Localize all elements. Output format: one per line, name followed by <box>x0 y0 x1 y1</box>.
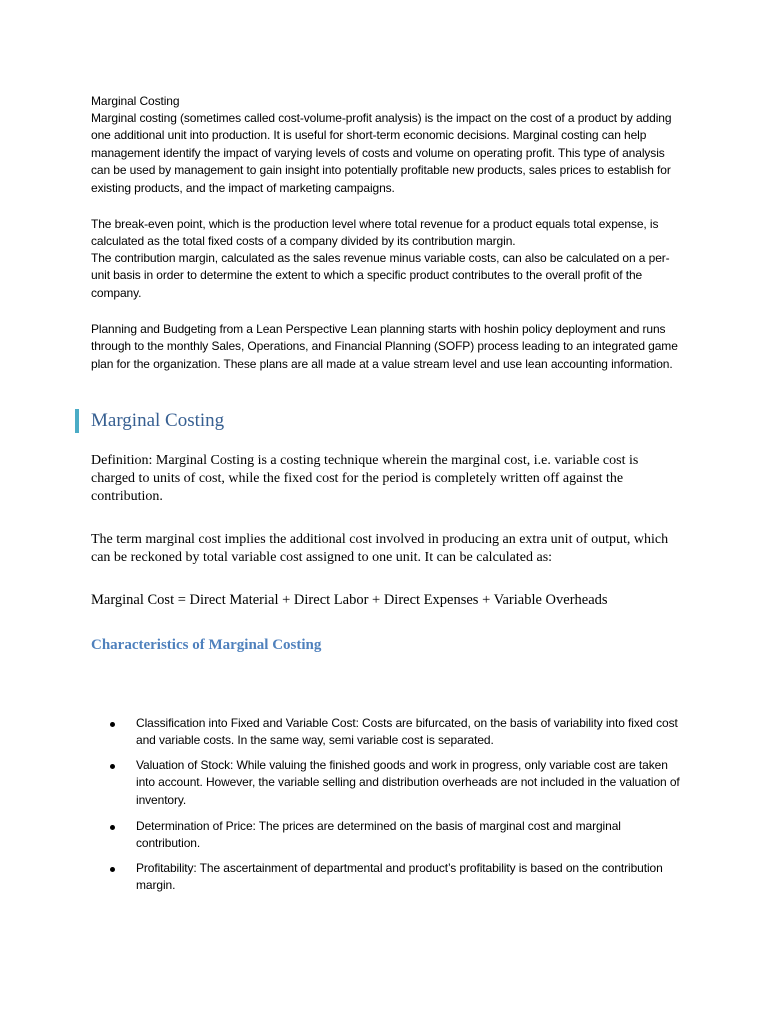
intro-paragraph-4: Planning and Budgeting from a Lean Perspective Lean planning starts with hoshin policy deployment and runs through to the monthly Sales, Operations, and Financial Planning (SOFP) process leading to an integrated game plan for the organization. These plans are all made at a value stream level and use lean accounting information. <box>91 322 678 371</box>
list-item <box>110 715 682 750</box>
term-paragraph: The term marginal cost implies the additional cost involved in producing an extra unit of output, which can be reckoned by total variable cost assigned to one unit. It can be calculated as: <box>91 532 669 565</box>
list-item-text: Profitability: The ascertainment of departmental and product’s profitability is based on the contribution margin. <box>136 861 663 893</box>
section-heading-wrap <box>75 408 224 434</box>
list-item-text: Determination of Price: The prices are determined on the basis of marginal cost and marginal contribution. <box>136 819 621 851</box>
bullet-icon <box>110 867 115 872</box>
section-heading: Marginal Costing <box>91 410 225 431</box>
intro-paragraph-2: The break-even point, which is the production level where total revenue for a product equals total expense, is calculated as the total fixed costs of a company divided by its contribution margin. <box>91 217 659 249</box>
intro-title: Marginal Costing <box>91 94 180 108</box>
intro-paragraph-1: Marginal costing (sometimes called cost-volume-profit analysis) is the impact on the cost of a product by adding one additional unit into production. It is useful for short-term economic decisions. Marginal costing can help management identify the impact of varying levels of costs and volume on operating profit. This type of analysis can be used by management to gain insight into potentially profitable new products, sales prices to establish for existing products, and the impact of marketing campaigns. <box>91 111 672 195</box>
bullet-icon <box>110 764 115 769</box>
formula-line: Marginal Cost = Direct Material + Direct Labor + Direct Expenses + Variable Overheads <box>91 592 608 608</box>
list-item-text: Classification into Fixed and Variable Cost: Costs are bifurcated, on the basis of variability into fixed cost and variable costs. In the same way, semi variable cost is separated. <box>136 716 678 748</box>
list-item-text: Valuation of Stock: While valuing the finished goods and work in progress, only variable cost are taken into account. However, the variable selling and distribution overheads are not included in the valuation of inventory. <box>136 758 680 807</box>
bullet-icon <box>110 825 115 830</box>
heading-accent-bar <box>75 409 79 433</box>
list-item <box>110 757 682 809</box>
characteristics-heading: Characteristics of Marginal Costing <box>91 637 322 653</box>
list-item <box>110 860 682 895</box>
definition-paragraph: Definition: Marginal Costing is a costing technique wherein the marginal cost, i.e. variable cost is charged to units of cost, while the fixed cost for the period is completely written off against the contribution. <box>91 453 639 504</box>
intro-paragraph-3: The contribution margin, calculated as the sales revenue minus variable costs, can also be calculated on a per-unit basis in order to determine the extent to which a specific product contributes to the overall profit of the company. <box>91 251 670 300</box>
bullet-icon <box>110 722 115 727</box>
list-item <box>110 818 682 853</box>
